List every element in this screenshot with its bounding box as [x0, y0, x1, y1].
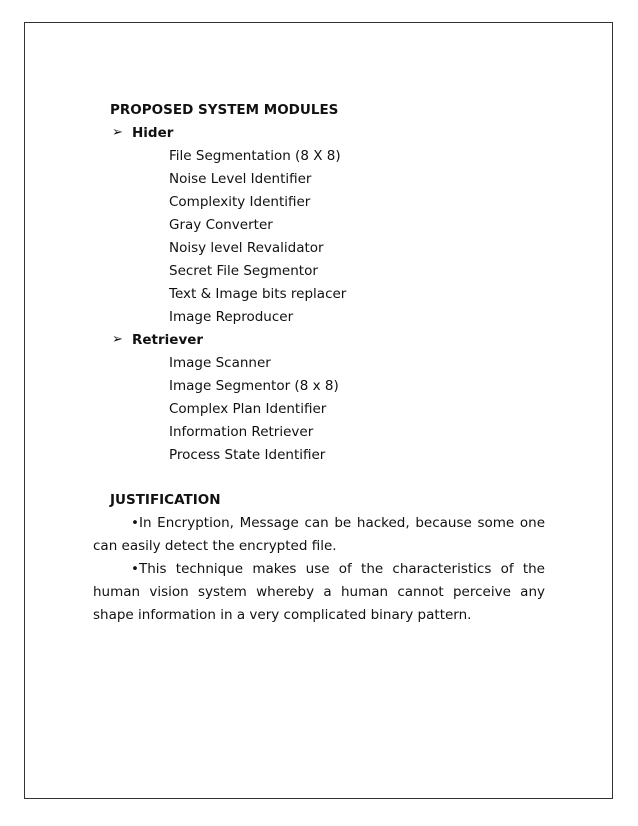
justification-paragraph: •In Encryption, Message can be hacked, because some one can easily detect the encrypted file.	[93, 515, 545, 554]
justification-title: JUSTIFICATION	[110, 492, 221, 508]
retriever-item: Image Segmentor (8 x 8)	[169, 378, 339, 394]
retriever-item: Process State Identifier	[169, 447, 326, 463]
arrow-bullet-icon: ➢	[112, 125, 123, 140]
retriever-item: Complex Plan Identifier	[169, 401, 327, 417]
hider-item: Image Reproducer	[169, 309, 294, 325]
hider-item: Text & Image bits replacer	[169, 286, 347, 302]
hider-title: Hider	[132, 125, 174, 141]
retriever-item: Image Scanner	[169, 355, 271, 371]
arrow-bullet-icon: ➢	[112, 332, 123, 347]
hider-item: File Segmentation (8 X 8)	[169, 148, 341, 164]
retriever-item: Information Retriever	[169, 424, 314, 440]
hider-item: Gray Converter	[169, 217, 273, 233]
retriever-title: Retriever	[132, 332, 204, 348]
section-heading: PROPOSED SYSTEM MODULES	[110, 102, 339, 118]
hider-item: Noisy level Revalidator	[169, 240, 324, 256]
hider-item: Complexity Identifier	[169, 194, 311, 210]
justification-paragraph: •This technique makes use of the characteristics of the human vision system whereby a human cannot perceive any shape information in a very complicated binary pattern.	[93, 561, 545, 623]
hider-item: Secret File Segmentor	[169, 263, 318, 279]
hider-item: Noise Level Identifier	[169, 171, 312, 187]
